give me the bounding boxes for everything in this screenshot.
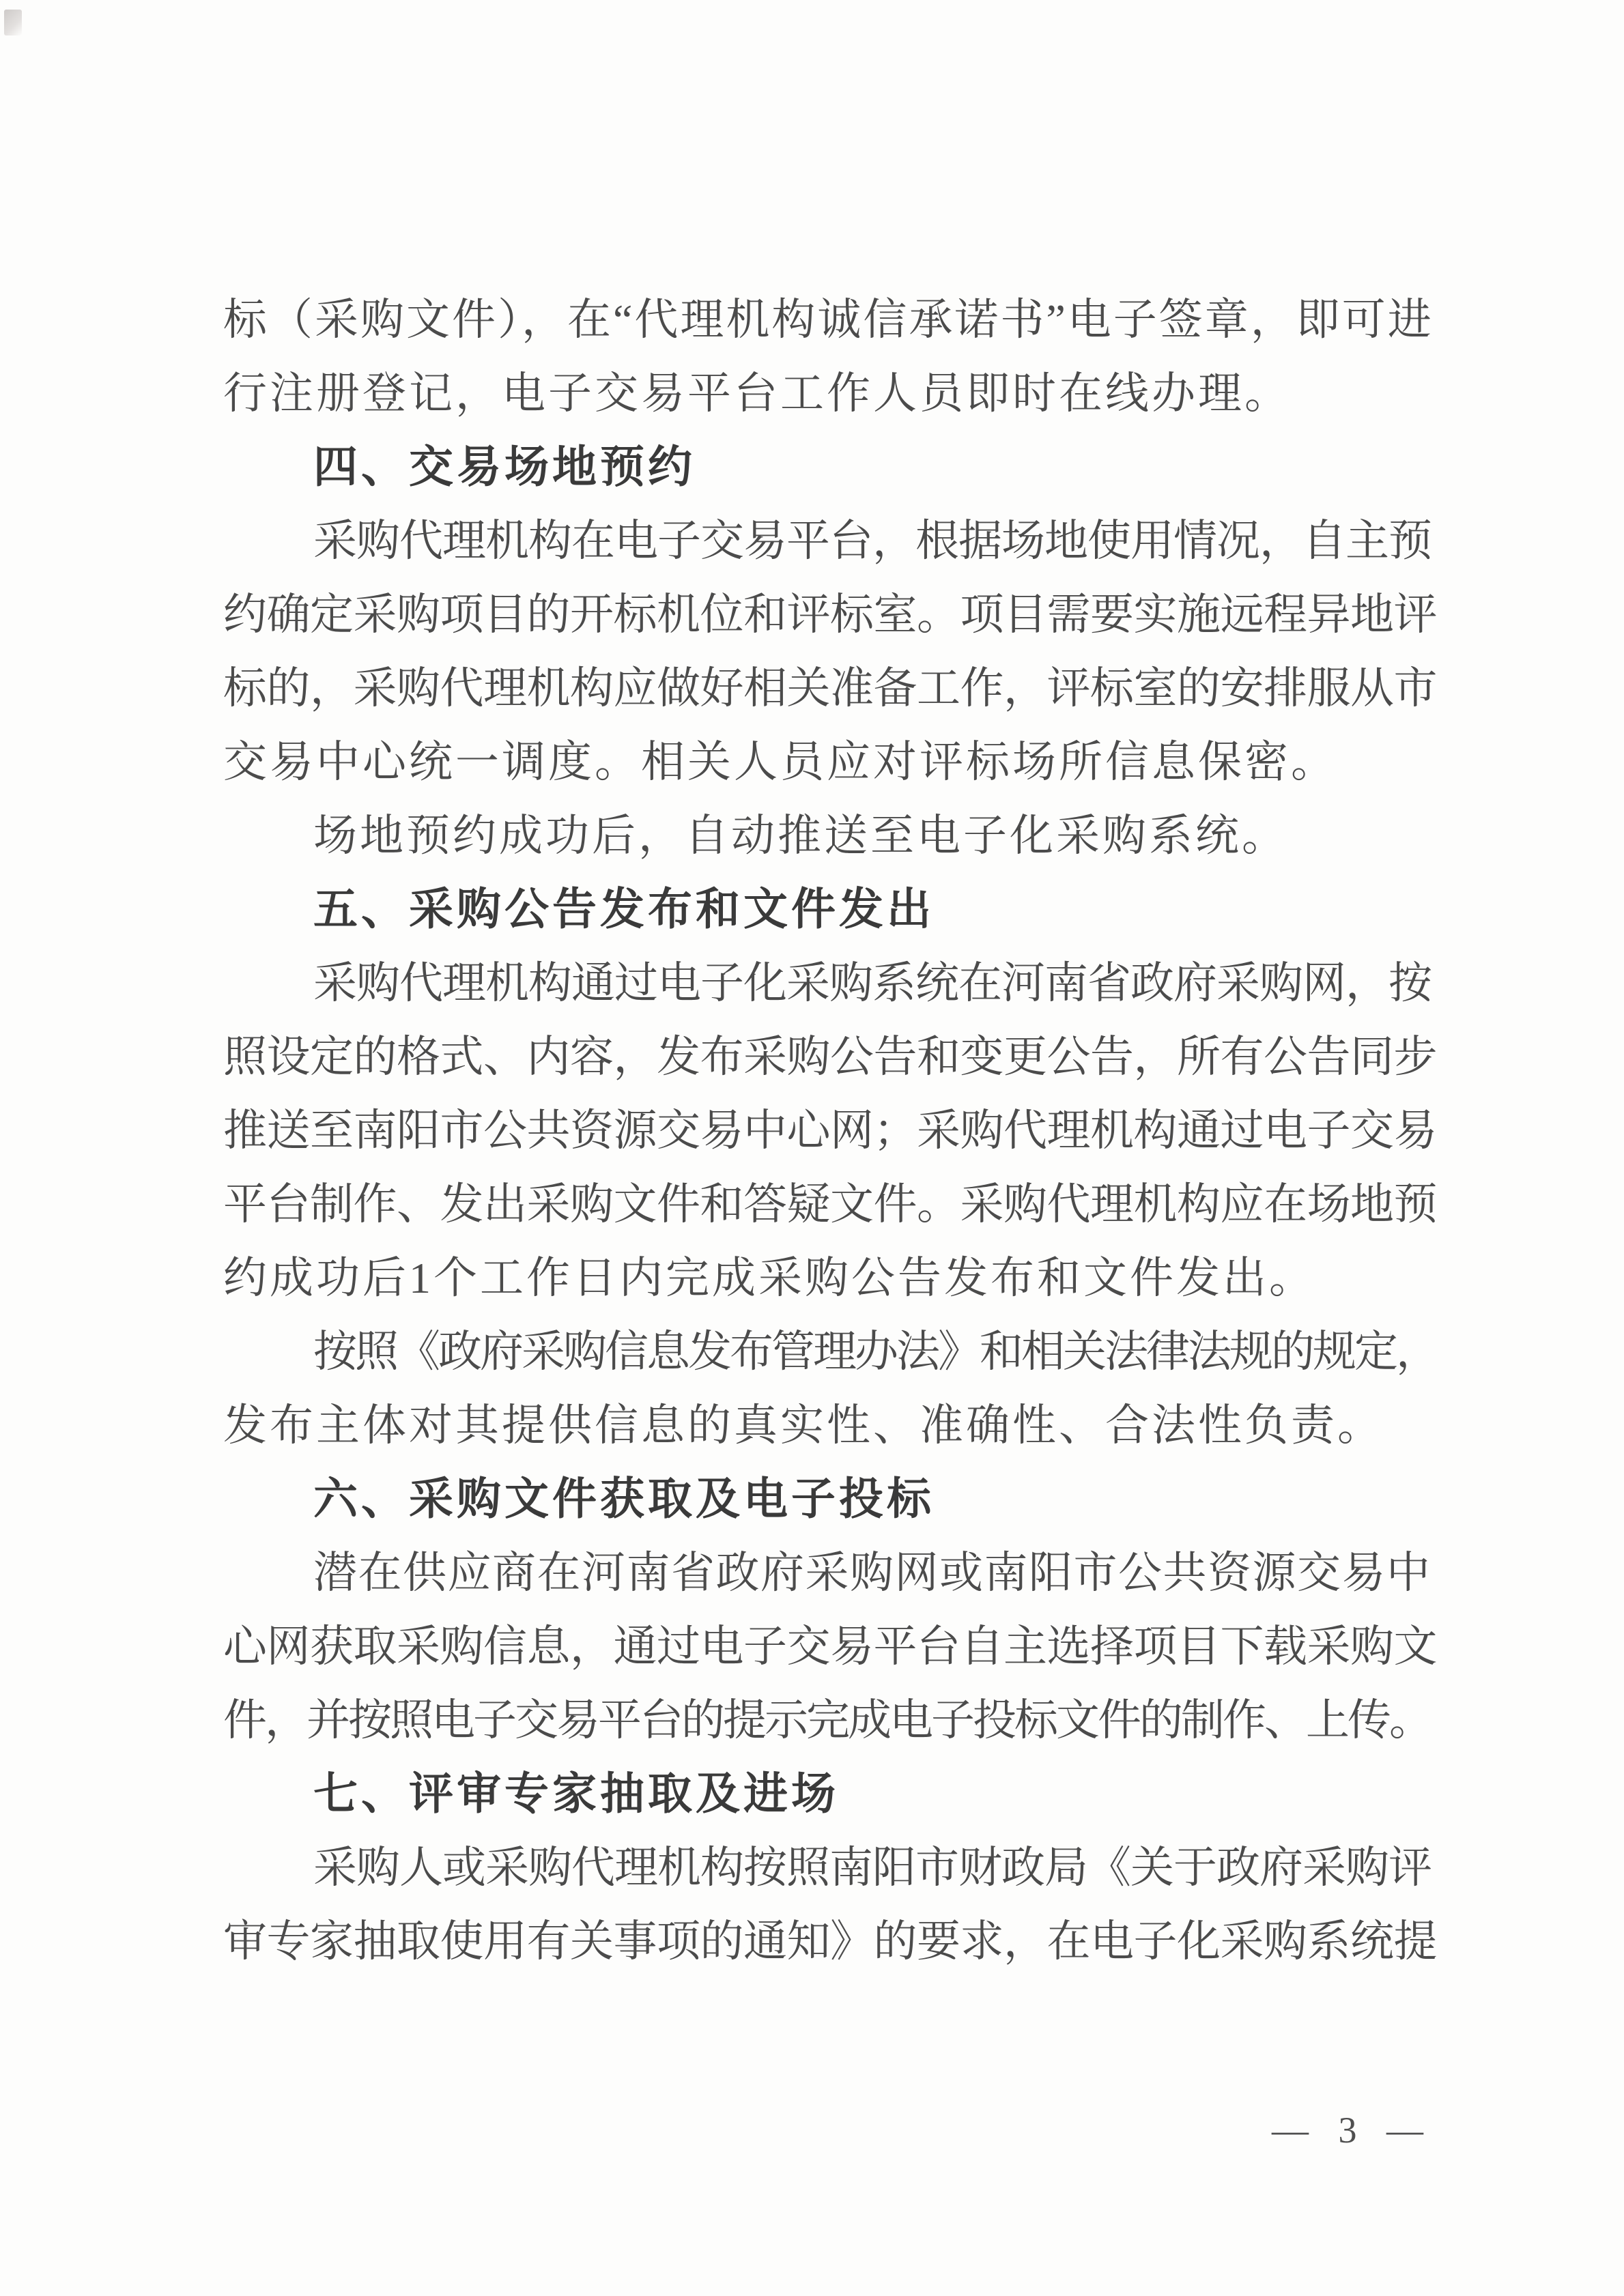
text-line: 行注册登记，电子交易平台工作人员即时在线办理。 — [223, 369, 1291, 418]
scan-artifact — [4, 10, 22, 35]
text-line: 潜在供应商在河南省政府采购网或南阳市公共资源交易中 — [313, 1549, 1431, 1597]
text-line: 发布主体对其提供信息的真实性、准确性、合法性负责。 — [223, 1401, 1384, 1450]
text-line: 平台制作、发出采购文件和答疑文件。采购代理机构应在场地预 — [223, 1180, 1437, 1229]
text-line: 交易中心统一调度。相关人员应对评标场所信息保密。 — [223, 738, 1337, 786]
heading-section-7: 七、评审专家抽取及进场 — [313, 1768, 840, 1820]
heading-section-4: 四、交易场地预约 — [313, 442, 696, 493]
text-line: 标（采购文件），在“代理机构诚信承诺书”电子签章，即可进 — [223, 296, 1434, 344]
text-line: 照设定的格式、内容，发布采购公告和变更公告，所有公告同步 — [223, 1033, 1437, 1081]
text-line: 审专家抽取使用有关事项的通知》的要求，在电子化采购系统提 — [223, 1917, 1437, 1966]
text-line: 采购人或采购代理机构按照南阳市财政局《关于政府采购评 — [313, 1843, 1431, 1892]
text-line: 推送至南阳市公共资源交易中心网；采购代理机构通过电子交易 — [223, 1106, 1437, 1155]
text-line: 按照《政府采购信息发布管理办法》和相关法律法规的规定， — [313, 1328, 1438, 1376]
text-line: 采购代理机构通过电子化采购系统在河南省政府采购网，按 — [313, 959, 1431, 1007]
heading-section-6: 六、采购文件获取及电子投标 — [313, 1474, 935, 1525]
text-line: 约成功后1个工作日内完成采购公告发布和文件发出。 — [223, 1254, 1315, 1302]
text-line: 约确定采购项目的开标机位和评标室。项目需要实施远程异地评 — [223, 590, 1437, 639]
heading-section-5: 五、采购公告发布和文件发出 — [313, 884, 935, 935]
text-line: 场地预约成功后，自动推送至电子化采购系统。 — [313, 812, 1288, 860]
text-line: 心网获取采购信息，通过电子交易平台自主选择项目下载采购文 — [223, 1622, 1437, 1671]
text-line: 标的，采购代理机构应做好相关准备工作，评标室的安排服从市 — [223, 664, 1437, 713]
document-body — [223, 283, 1438, 1979]
page-number: — 3 — — [1272, 2110, 1425, 2151]
text-line: 件，并按照电子交易平台的提示完成电子投标文件的制作、上传。 — [223, 1696, 1431, 1745]
text-line: 采购代理机构在电子交易平台，根据场地使用情况，自主预 — [313, 517, 1431, 565]
